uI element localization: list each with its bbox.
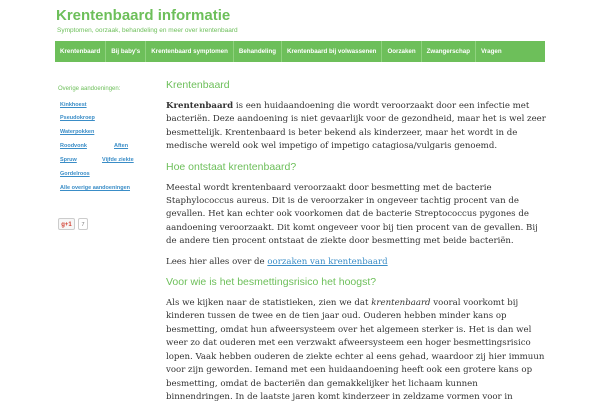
section-paragraph-ontstaan: Meestal wordt krentenbaard veroorzaakt door besmetting met de bacterie Staphylococcus aureus. Dit is de veroorzaker in ongeveer tachtig procent van de gevallen. Het kan echter ook voorkomen dat de bacterie Streptococcus pygones de aandoening veroorzaakt. Dit komt ongeveer voor bij tien procent van de gevallen. Bij de andere tien procent ontstaat de ziekte door besmetting met beide bacteriën.	[166, 182, 538, 247]
intro-text: is een huidaandoening die wordt veroorzaakt door een infectie met bacteriën. Deze aandoening is niet gevaarlijk voor de gezondheid, maar het is wel zeer besmettelijk. Krentenbaard is beter bekend als kinderzeer, maar het wordt in de medische wereld ook wel impetigo of impetigo catagiosa/vulgaris genoemd.	[166, 101, 546, 152]
read-more-paragraph	[166, 256, 546, 269]
risico-emphasis: krentenbaard	[371, 298, 431, 309]
sidebar-link-kinkhoest[interactable]: Kinkhoest	[60, 102, 87, 108]
google-plus-button[interactable]: g+1	[58, 218, 75, 230]
sidebar-link-aften[interactable]: Aften	[114, 143, 129, 149]
nav-item-bij-babys[interactable]: Bij baby's	[106, 41, 146, 62]
nav-item-volwassenen[interactable]: Krentenbaard bij volwassenen	[282, 41, 382, 62]
site-title[interactable]: Krentenbaard informatie	[56, 7, 231, 24]
risico-text-rest: vooral voorkomt bij kinderen tussen de twee en de tien jaar oud. Ouderen hebben minder kans op besmetting, omdat hun afweersysteem over het algemeen sterker is. Het is dan wel weer zo dat ouderen met een verzwakt afweersysteem een hoger besmettingsrisico lopen. Vaak hebben ouderen de ziekte echter al eens gehad, waardoor zij hier immuun voor zijn geworden. Iemand met een huidaandoening heeft ook een grotere kans op besmetting, omdat de bacteriën dan gemakkelijker het lichaam kunnen binnendringen. In de laatste jaren komt kinderzeer in zeldzame vormen voor in	[166, 298, 545, 402]
main-navigation	[55, 41, 545, 62]
section-paragraph-risico	[166, 297, 546, 404]
nav-item-zwangerschap[interactable]: Zwangerschap	[422, 41, 476, 62]
nav-item-oorzaken[interactable]: Oorzaken	[382, 41, 421, 62]
sidebar-link-waterpokken[interactable]: Waterpokken	[60, 129, 95, 135]
main-content	[166, 79, 546, 411]
sidebar	[58, 86, 158, 194]
nav-item-vragen[interactable]: Vragen	[480, 48, 502, 55]
site-tagline: Symptomen, oorzaak, behandeling en meer over krentenbaard	[57, 27, 238, 34]
share-widget	[58, 218, 88, 230]
intro-paragraph	[166, 100, 546, 154]
section-heading-risico: Voor wie is het besmettingsrisico het hoogst?	[166, 276, 377, 289]
nav-item-krentenbaard[interactable]: Krentenbaard	[55, 41, 106, 62]
nav-item-symptomen[interactable]: Krentenbaard symptomen	[146, 41, 234, 62]
sidebar-link-pseudokroep[interactable]: Pseudokroep	[60, 115, 95, 121]
section-heading-ontstaan: Hoe ontstaat krentenbaard?	[166, 160, 297, 173]
sidebar-link-vijfde-ziekte[interactable]: Vijfde ziekte	[102, 157, 134, 163]
nav-item-behandeling[interactable]: Behandeling	[234, 41, 282, 62]
sidebar-link-gordelroos[interactable]: Gordelroos	[60, 171, 90, 177]
sidebar-link-alle-aandoeningen[interactable]: Alle overige aandoeningen	[60, 185, 130, 191]
sidebar-heading: Overige aandoeningen:	[58, 86, 121, 92]
read-more-text: Lees hier alles over de	[166, 256, 268, 267]
risico-text-start: Als we kijken naar de statistieken, zien we dat	[166, 298, 372, 309]
sidebar-link-roodvonk[interactable]: Roodvonk	[60, 143, 87, 149]
page-title: Krentenbaard	[166, 79, 230, 91]
intro-bold-term: Krentenbaard	[166, 101, 234, 111]
oorzaken-link[interactable]: oorzaken van krentenbaard	[267, 256, 388, 267]
sidebar-link-spruw[interactable]: Spruw	[60, 157, 77, 163]
sidebar-links	[58, 102, 158, 194]
share-count: 7	[78, 218, 88, 230]
